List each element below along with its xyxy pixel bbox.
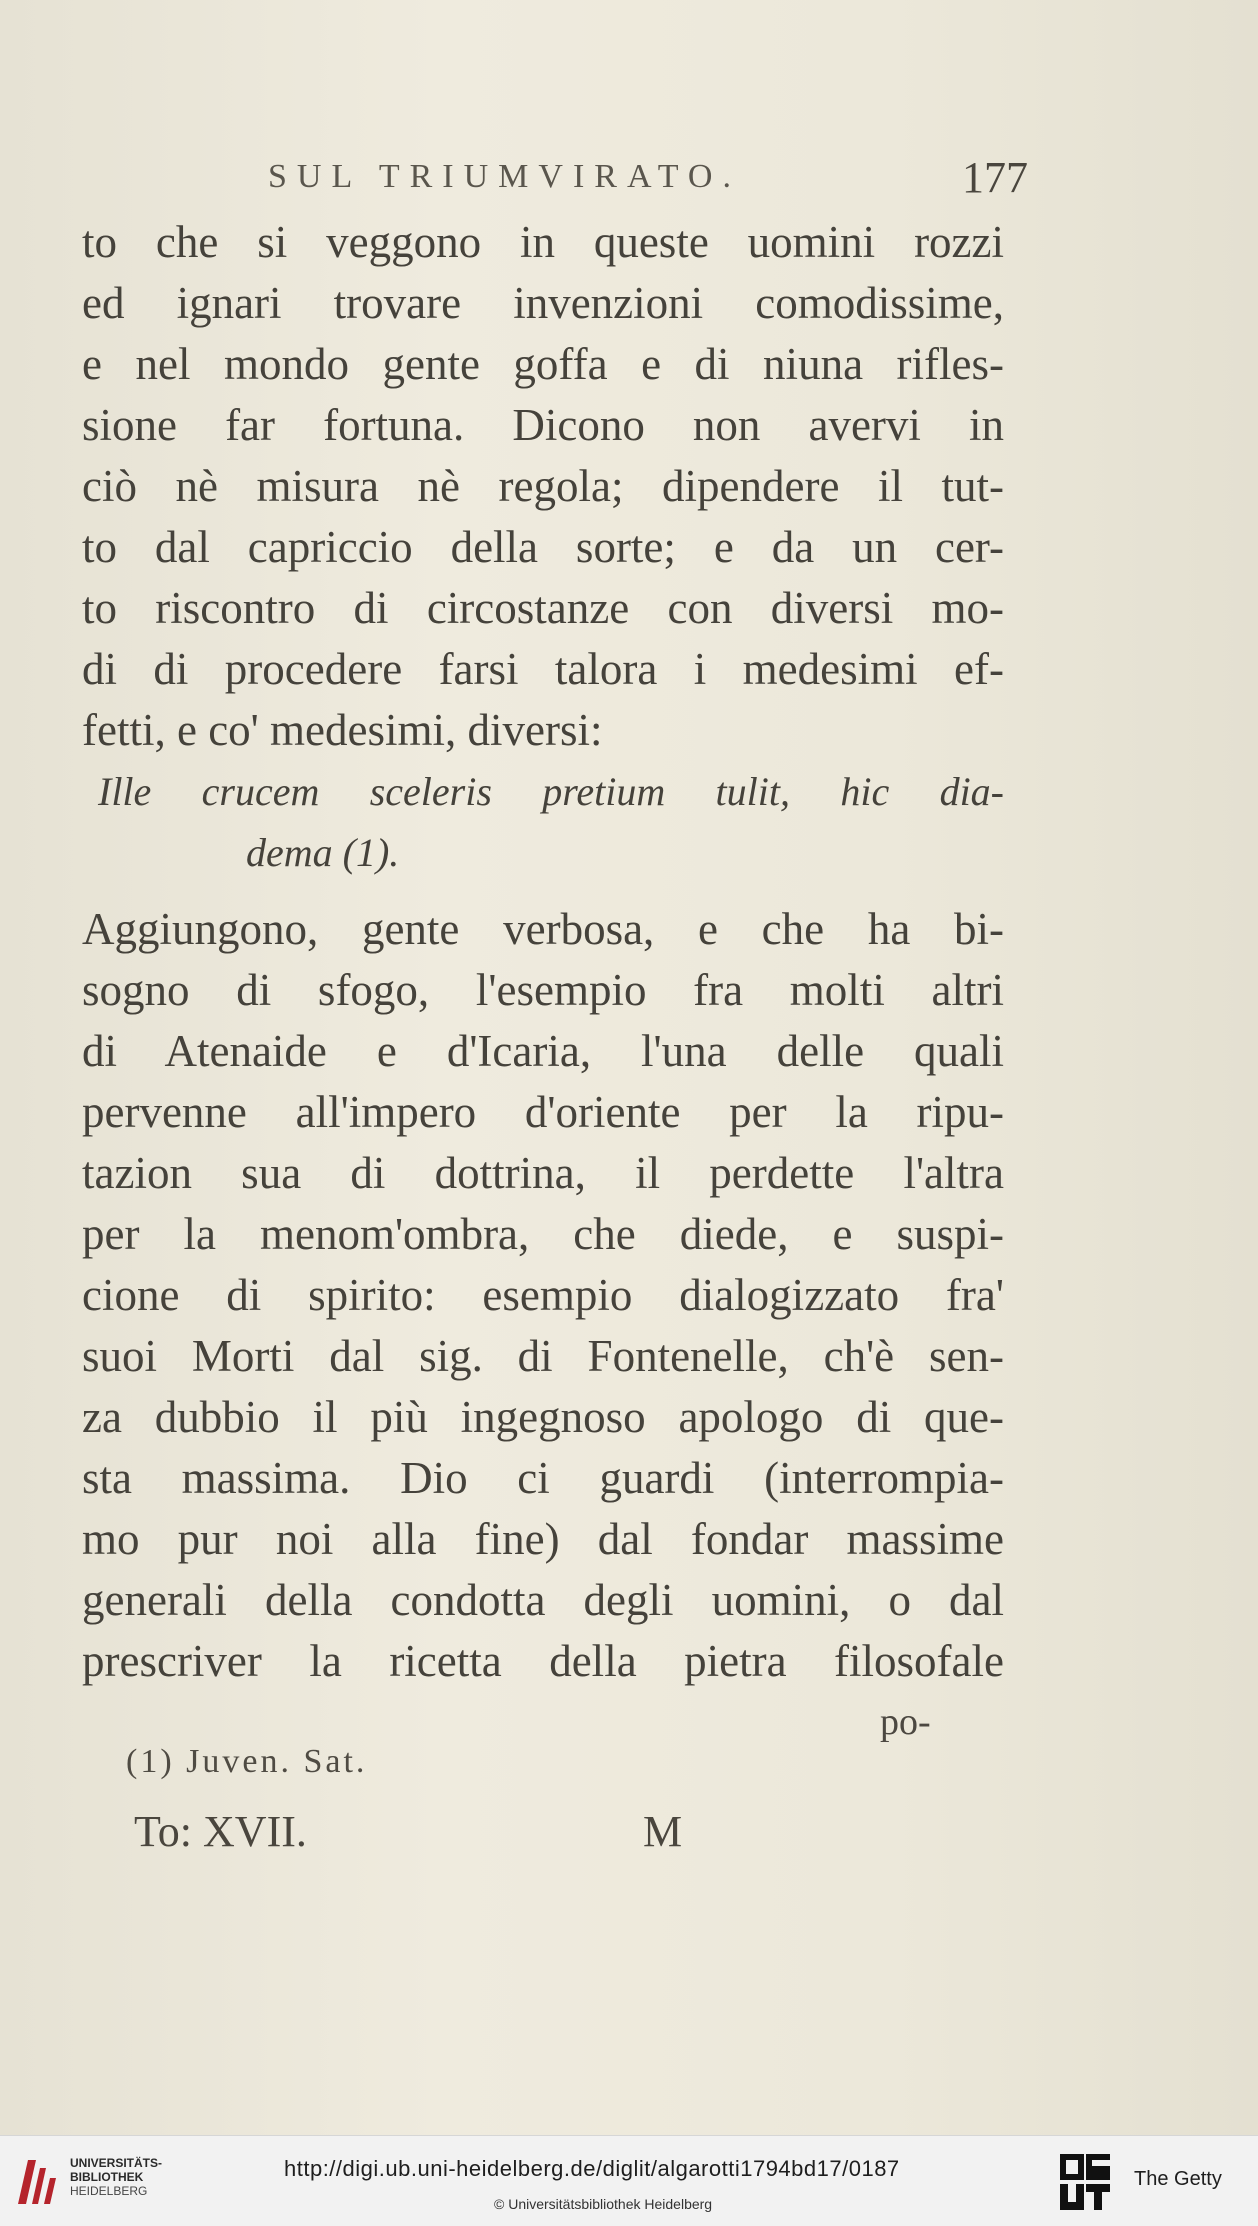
page-number: 177 [962,153,1028,202]
getty-logo-icon [1058,2152,1112,2212]
latin-quote-line: dema (1). [246,830,400,875]
text-line: e nel mondo gente goffa e di niuna rifles- [82,339,1004,389]
text-line: ciò nè misura nè regola; dipendere il tut- [82,461,1004,511]
latin-quote-line: Ille crucem sceleris pretium tulit, hic dia- [98,769,1004,814]
text-line: per la menom'ombra, che diede, e suspi- [82,1209,1004,1259]
institution-name: UNIVERSITÄTS- BIBLIOTHEK HEIDELBERG [70,2156,163,2198]
text-line: sta massima. Dio ci guardi (interrompia- [82,1453,1004,1503]
university-library-logo-icon [14,2154,60,2208]
text-line: di Atenaide e d'Icaria, l'una delle quali [82,1026,1004,1076]
text-line: to riscontro di circostanze con diversi mo- [82,583,1004,633]
main-text [82,212,1004,1692]
running-title: SUL TRIUMVIRATO. [268,158,741,195]
text-line: za dubbio il più ingegnoso apologo di que- [82,1392,1004,1442]
text-line: generali della condotta degli uomini, o dal [82,1575,1004,1625]
text-line: cione di spirito: esempio dialogizzato fra' [82,1270,1004,1320]
text-line: prescriver la ricetta della pietra filosofale [82,1636,1004,1686]
text-line: tazion sua di dottrina, il perdette l'altra [82,1148,1004,1198]
catchword: po- [880,1701,931,1743]
copyright-notice: © Universitätsbibliothek Heidelberg [494,2196,713,2212]
text-line: mo pur noi alla fine) dal fondar massime [82,1514,1004,1564]
text-line: sione far fortuna. Dicono non avervi in [82,400,1004,450]
viewer-footer [0,2135,1258,2226]
text-line: pervenne all'impero d'oriente per la ripu- [82,1087,1004,1137]
text-line: fetti, e co' medesimi, diversi: [82,705,603,755]
partner-name: The Getty [1134,2168,1222,2190]
text-line: to dal capriccio della sorte; e da un cer- [82,522,1004,572]
sheet-mark: M [643,1807,683,1856]
permalink-url[interactable]: http://digi.ub.uni-heidelberg.de/diglit/algarotti1794bd17/0187 [284,2156,900,2181]
text-line: sogno di sfogo, l'esempio fra molti altri [82,965,1004,1015]
text-line: ed ignari trovare invenzioni comodissime, [82,278,1004,328]
text-line: suoi Morti dal sig. di Fontenelle, ch'è sen- [82,1331,1004,1381]
text-line: to che si veggono in queste uomini rozzi [82,217,1004,267]
footnote: (1) Juven. Sat. [126,1743,368,1780]
page-header [268,152,1028,202]
text-line: di di procedere farsi talora i medesimi ef- [82,644,1004,694]
paragraph-gap [82,883,1004,899]
text-line: Aggiungono, gente verbosa, e che ha bi- [82,904,1004,954]
volume-signature: To: XVII. [134,1807,307,1856]
